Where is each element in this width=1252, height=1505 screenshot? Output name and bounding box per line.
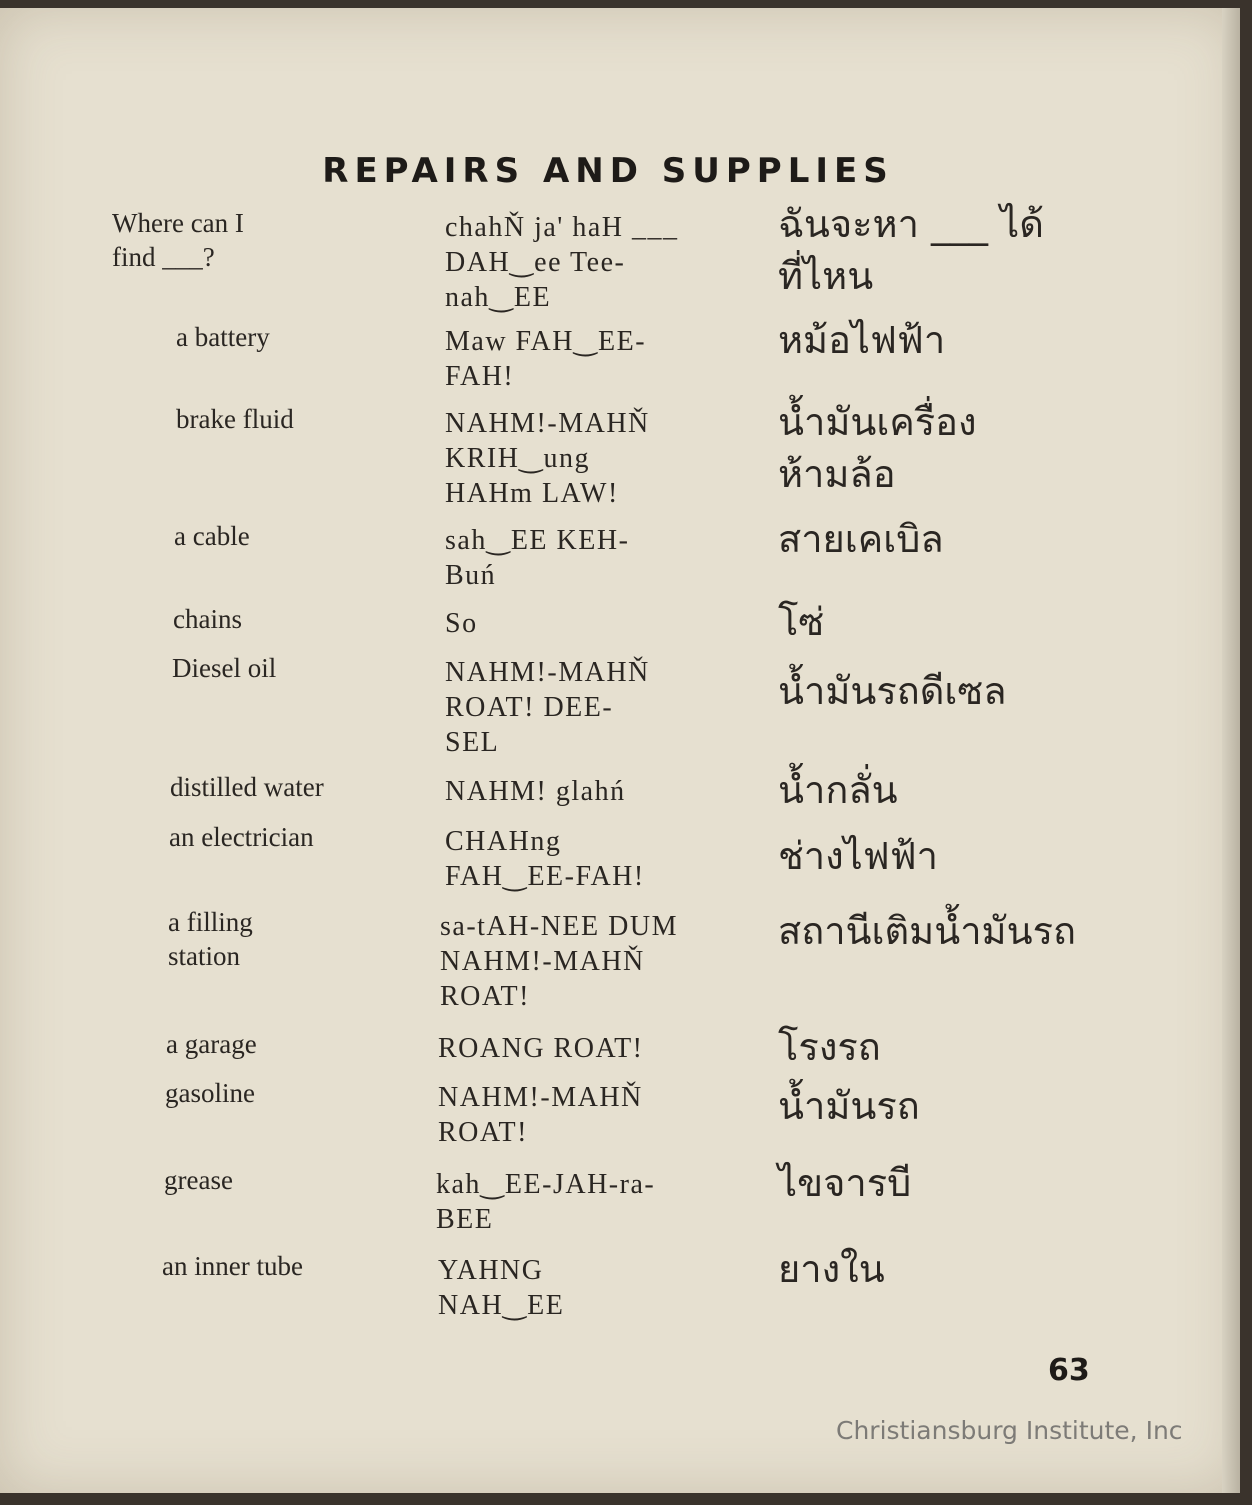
thai-script: น้ำมันรถดีเซล xyxy=(778,669,1007,713)
thai-script: น้ำกลั่น xyxy=(778,768,898,812)
thai-script: หม้อไฟฟ้า xyxy=(778,318,946,362)
english-phrase: gasoline xyxy=(165,1078,255,1108)
page-number: 63 xyxy=(1048,1353,1090,1388)
english-phrase: an electrician xyxy=(169,822,314,852)
page-title: REPAIRS AND SUPPLIES xyxy=(322,151,894,191)
phonetic-transcription: NAHM!-MAHŇ ROAT! DEE- SEL xyxy=(445,657,650,758)
thai-script: ฉันจะหา ___ ได้ ที่ไหน xyxy=(778,202,1044,298)
thai-script: น้ำมันรถ xyxy=(778,1084,920,1128)
english-phrase: an inner tube xyxy=(162,1251,303,1281)
thai-script: ไขจารบี xyxy=(778,1161,912,1205)
english-phrase: grease xyxy=(164,1165,233,1195)
phonetic-transcription: sah‿EE KEH- Buń xyxy=(445,525,630,591)
watermark: Christiansburg Institute, Inc xyxy=(836,1416,1183,1445)
english-phrase: Diesel oil xyxy=(172,653,277,683)
phonetic-transcription: YAHNG NAH‿EE xyxy=(438,1255,565,1321)
english-phrase: chains xyxy=(173,604,242,634)
english-phrase: brake fluid xyxy=(176,404,294,434)
phonetic-transcription: chahŇ ja' haH ___ DAH‿ee Tee- nah‿EE xyxy=(445,212,679,313)
english-phrase: Where can I find ___? xyxy=(112,208,244,272)
thai-script: โรงรถ xyxy=(778,1025,881,1069)
english-phrase: a filling station xyxy=(168,907,253,971)
phonetic-transcription: ROANG ROAT! xyxy=(438,1033,644,1064)
thai-script: ยางใน xyxy=(778,1247,885,1291)
phonetic-transcription: So xyxy=(445,608,478,639)
phonetic-transcription: CHAHng FAH‿EE-FAH! xyxy=(445,826,645,892)
english-phrase: a cable xyxy=(174,521,250,551)
english-phrase: a battery xyxy=(176,322,270,352)
book-page xyxy=(0,8,1240,1493)
phonetic-transcription: NAHM! glahń xyxy=(445,776,626,807)
phonetic-transcription: NAHM!-MAHŇ ROAT! xyxy=(438,1082,643,1148)
thai-script: ช่างไฟฟ้า xyxy=(778,834,938,878)
phonetic-transcription: Maw FAH‿EE- FAH! xyxy=(445,326,647,392)
page-edge xyxy=(1222,8,1240,1493)
phonetic-transcription: kah‿EE-JAH-ra- BEE xyxy=(436,1169,656,1235)
thai-script: น้ำมันเครื่อง ห้ามล้อ xyxy=(778,400,977,496)
english-phrase: a garage xyxy=(166,1029,257,1059)
thai-script: โซ่ xyxy=(778,600,825,644)
thai-script: สายเคเบิล xyxy=(778,517,944,561)
english-phrase: distilled water xyxy=(170,772,324,802)
phonetic-transcription: sa-tAH-NEE DUM NAHM!-MAHŇ ROAT! xyxy=(440,911,678,1012)
thai-script: สถานีเติมน้ำมันรถ xyxy=(778,909,1076,953)
phonetic-transcription: NAHM!-MAHŇ KRIH‿ung HAHm LAW! xyxy=(445,408,650,509)
